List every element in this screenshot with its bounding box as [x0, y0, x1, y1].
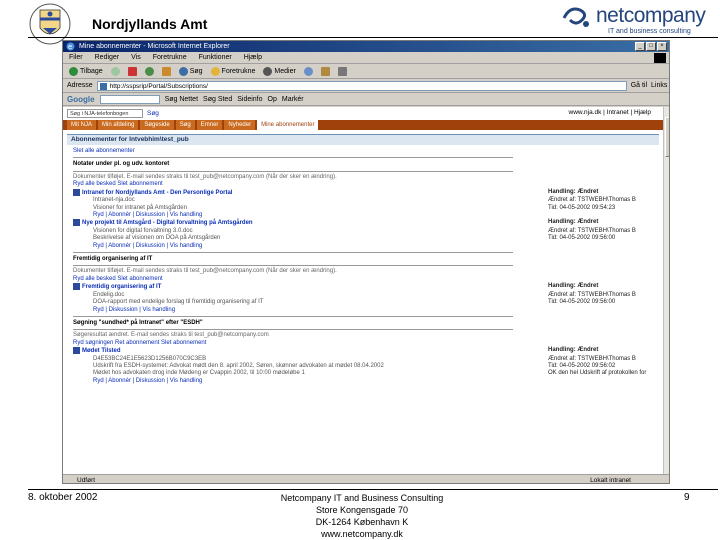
footer-divider: [28, 489, 718, 490]
list-item: [73, 197, 653, 204]
media-icon: [263, 67, 272, 76]
address-label: Adresse: [67, 82, 93, 89]
title-bar: [63, 41, 669, 52]
section-divider: [73, 265, 513, 266]
google-up[interactable]: Op: [267, 95, 277, 103]
list-item: [73, 174, 653, 181]
item-text: Dokumenter tilføjet. E-mail sendes straks til test_pub@netcompany.com (Når der sker en ændring).: [73, 173, 337, 180]
phonebook-search-input[interactable]: Søg i NJA-telefonbogen: [67, 109, 143, 118]
page-number: 9: [684, 492, 690, 503]
change-info: Tid: 04-05-2002 09:56:00: [548, 299, 616, 306]
page-icon: [100, 83, 107, 90]
nav-mine-abonnementer[interactable]: Mine abonnementer: [257, 120, 318, 130]
slide-title: Nordjyllands Amt: [92, 16, 208, 32]
list-item: [73, 356, 653, 363]
list-item: [73, 332, 653, 339]
footer-company: Netcompany IT and Business Consulting: [280, 493, 444, 503]
favorites-button[interactable]: [211, 64, 256, 79]
svg-text:e: e: [68, 43, 73, 51]
item-text: Beskrivelse af visionen om DOA på Amtsgården: [93, 235, 221, 242]
nav-min-afdeling[interactable]: Min afdeling: [98, 120, 138, 130]
header-divider: [28, 37, 718, 38]
item-text: Ryd | Abonnér | Diskussion | Vis handling: [93, 377, 203, 384]
item-text: Mødet hos advokaten drog inde Mødeng er Cvappin 2002, til 10:00 mødeløbe 1: [93, 370, 305, 377]
item-text: Ryd | Abonnér | Diskussion | Vis handling: [93, 242, 203, 249]
menu-bar: [63, 52, 669, 64]
list-item: [73, 363, 653, 370]
list-item[interactable]: [73, 283, 653, 291]
item-text: Ryd alle besked Slet abonnement: [73, 181, 163, 188]
print-icon[interactable]: [338, 67, 347, 76]
address-value: http://sspsrip/Portal/Subscriptions/: [109, 82, 208, 90]
star-icon: [211, 67, 220, 76]
item-text: Endelig.doc: [93, 291, 125, 298]
footer-street: Store Kongensgade 70: [315, 505, 409, 515]
item-text: Mødet Tilsted: [82, 348, 121, 355]
item-text: DOA-rapport med endelige forslag til fremtidig organisering af IT: [93, 299, 264, 306]
list-item[interactable]: [73, 340, 653, 347]
change-info: Handling: Ændret: [548, 188, 599, 195]
item-text: Fremtidig organisering af IT: [82, 284, 162, 291]
nav-soeg[interactable]: Søg: [176, 120, 195, 130]
go-button[interactable]: Gå til: [630, 82, 648, 89]
mail-icon[interactable]: [321, 67, 330, 76]
change-info: Tid: 04-05-2002 09:56:00: [548, 235, 616, 242]
section-divider: [73, 252, 513, 253]
menu-tools[interactable]: Funktioner: [198, 54, 232, 61]
item-text: Fremtidig organisering af IT: [73, 256, 153, 263]
menu-view[interactable]: Vis: [131, 54, 141, 61]
item-text: Dokumenter tilføjet. E-mail sendes straks til test_pub@netcompany.com (Når der sker en ændring).: [73, 268, 337, 275]
search-button[interactable]: [179, 64, 203, 79]
window-title: Mine abonnementer - Microsoft Internet Explorer: [79, 43, 230, 50]
document-icon: [73, 219, 80, 226]
item-text: Ryd søgningen Ret abonnement Slet abonnement: [73, 339, 207, 346]
close-button[interactable]: ×: [657, 42, 667, 51]
change-info: Handling: Ændret: [548, 347, 599, 354]
menu-help[interactable]: Hjælp: [243, 54, 262, 61]
netcompany-swirl-icon: [560, 4, 594, 30]
google-logo: Google: [67, 94, 95, 104]
menu-edit[interactable]: Rediger: [94, 54, 120, 61]
google-search-web[interactable]: Søg Nettet: [164, 95, 199, 103]
back-button[interactable]: [69, 64, 103, 79]
address-input[interactable]: [97, 81, 627, 91]
footer-address: [262, 492, 462, 540]
links-button[interactable]: Links: [651, 82, 668, 89]
change-info: Tid: 04-05-2002 09:54:23: [548, 204, 616, 211]
footer-date: 8. oktober 2002: [28, 492, 98, 503]
status-bar: [63, 474, 670, 484]
section-divider: [73, 316, 513, 317]
vertical-scrollbar[interactable]: [663, 107, 670, 474]
subscriptions-list: [63, 145, 663, 388]
list-item: [73, 235, 653, 242]
search-icon: [179, 67, 188, 76]
list-item: [73, 299, 653, 306]
maximize-button[interactable]: □: [646, 42, 656, 51]
list-item[interactable]: [73, 219, 653, 227]
item-text: Ryd | Diskussion | Vis handling: [93, 306, 176, 313]
list-item: [73, 268, 653, 275]
site-top-bar: [63, 107, 663, 120]
google-toolbar: [63, 93, 669, 106]
change-info: Ændret af: TSTWEBH\Thomas B: [548, 355, 636, 362]
change-info: Ændret af: TSTWEBH\Thomas B: [548, 227, 636, 234]
google-page-info[interactable]: Sideinfo: [237, 95, 263, 103]
media-label: Medier: [274, 67, 296, 75]
change-info: Ændret af: TSTWEBH\Thomas B: [548, 291, 636, 298]
history-icon[interactable]: [304, 67, 313, 76]
menu-file[interactable]: Filer: [69, 54, 83, 61]
netcompany-logo: [560, 2, 720, 38]
minimize-button[interactable]: _: [635, 42, 645, 51]
favorites-label: Foretrukne: [221, 67, 256, 75]
media-button[interactable]: [263, 64, 295, 79]
change-info: OK den hel Udskrift af protokollen for: [548, 370, 647, 377]
change-info: Ændret af: TSTWEBH\Thomas B: [548, 197, 636, 204]
logo-tagline: IT and business consulting: [608, 28, 691, 35]
list-item[interactable]: [73, 378, 653, 385]
web-page: [63, 107, 663, 474]
toolbar: [63, 64, 669, 79]
list-item: [73, 292, 653, 299]
item-text: Visionen for digital forvaltning 3.0.doc: [93, 227, 193, 234]
back-label: Tilbage: [80, 67, 103, 75]
change-info: Handling: Ændret: [548, 283, 599, 290]
item-text: Intranet for Nordjyllands Amt - Den Personlige Portal: [82, 189, 233, 196]
item-text: Slet alle abonnementer: [73, 148, 135, 154]
item-text: Intranet-nja.doc: [93, 197, 135, 204]
nav-soegeside[interactable]: Søgeside: [140, 120, 173, 130]
search-label: Søg: [189, 67, 203, 75]
google-search-input[interactable]: [100, 95, 160, 104]
footer-web: www.netcompany.dk: [321, 529, 403, 539]
item-text: Søgning "sundhed* på Intranet" efter "ESDH": [73, 319, 203, 326]
list-item: [73, 161, 653, 168]
list-item: [73, 205, 653, 212]
item-text: D4E53BC24E1E5623D1256B070C9C3EB: [93, 355, 207, 362]
item-text: Søgeresultat ændret. E-mail sendes straks til test_pub@netcompany.com: [73, 332, 269, 339]
item-text: Ryd alle besked Slet abonnement: [73, 275, 163, 282]
nav-mit-nja[interactable]: Mit NJA: [67, 120, 96, 130]
change-info: Handling: Ændret: [548, 219, 599, 226]
item-text: Notater under pl. og udv. kontoret: [73, 161, 170, 168]
home-icon[interactable]: [162, 67, 171, 76]
list-item[interactable]: [73, 307, 653, 314]
list-item[interactable]: [73, 148, 653, 155]
stop-icon[interactable]: [128, 67, 137, 76]
page-heading: Abonnementer for Intvebhim\test_pub: [67, 134, 659, 145]
footer-city: DK-1264 København K: [315, 517, 409, 527]
list-item[interactable]: [73, 181, 653, 188]
nav-nyheder[interactable]: Nyheder: [224, 120, 255, 130]
list-item: [73, 370, 653, 377]
forward-arrow-icon[interactable]: [111, 67, 120, 76]
status-text: Udført: [77, 477, 96, 484]
document-icon: [73, 283, 80, 290]
top-links[interactable]: www.nja.dk | Intranet | Hjælp: [568, 109, 651, 116]
list-item[interactable]: [73, 243, 653, 250]
list-item[interactable]: [73, 189, 653, 197]
list-item: [73, 256, 653, 263]
site-nav: [63, 120, 663, 130]
change-info: Tid: 04-05-2002 09:56:02: [548, 363, 616, 370]
item-text: Ryd | Abonnér | Diskussion | Vis handling: [93, 211, 203, 218]
section-divider: [73, 171, 513, 172]
item-text: Udskrift fra ESDH-systemet: Advokat mødt den 8. april 2002, Søren, skønner advokaten at mødet 08.04.2002: [93, 363, 384, 370]
logo-word: netcompany: [596, 4, 706, 27]
windows-flag-icon: [654, 53, 666, 63]
address-bar: [63, 79, 669, 93]
list-item: [73, 320, 653, 327]
browser-window: [62, 40, 670, 484]
security-zone: Lokalt intranet: [590, 477, 631, 484]
item-text: Visioner for intranet på Amtsgården: [93, 204, 187, 211]
list-item[interactable]: [73, 212, 653, 219]
scroll-thumb[interactable]: [665, 117, 670, 157]
internet-explorer-icon: [66, 42, 75, 51]
section-divider: [73, 329, 513, 330]
document-icon: [73, 189, 80, 196]
google-highlight[interactable]: Markér: [281, 95, 304, 103]
list-item[interactable]: [73, 347, 653, 355]
item-text: Nye projekt til Amtsgård - Digital forvaltning på Amtsgården: [82, 220, 253, 227]
back-arrow-icon: [69, 67, 78, 76]
document-icon: [73, 347, 80, 354]
google-search-site[interactable]: Søg Sted: [203, 95, 233, 103]
phonebook-search-button[interactable]: Søg: [147, 110, 159, 117]
refresh-icon[interactable]: [145, 67, 154, 76]
section-divider: [73, 157, 513, 158]
menu-favorites[interactable]: Foretrukne: [152, 54, 187, 61]
nav-emner[interactable]: Emner: [197, 120, 223, 130]
list-item[interactable]: [73, 276, 653, 283]
